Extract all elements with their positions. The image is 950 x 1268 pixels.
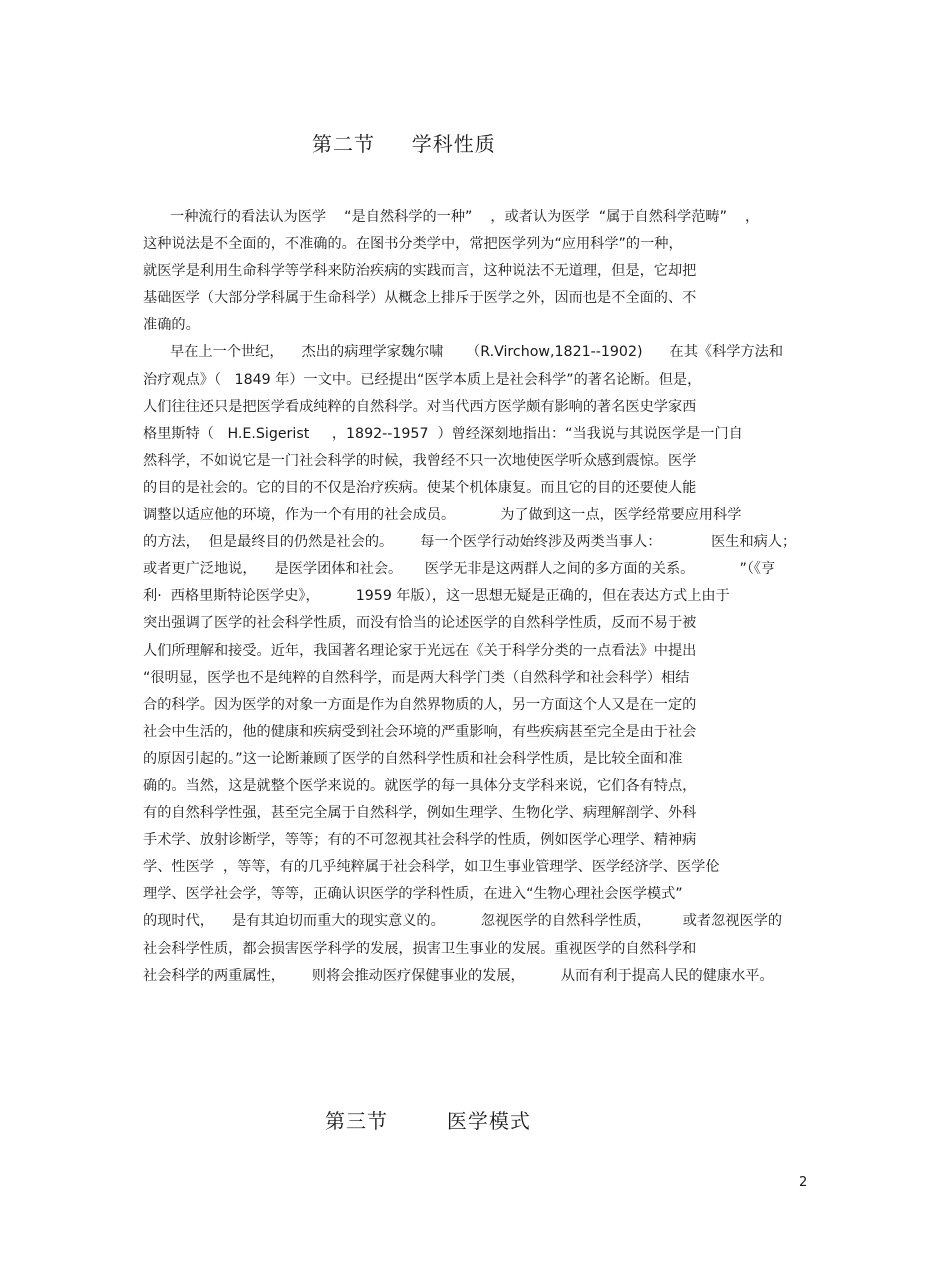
text-line: 学、性医学 ，等等，有的几乎纯粹属于社会科学，如卫生事业管理学、医学经济学、医学伦	[143, 859, 720, 876]
text-line: 基础医学（大部分学科属于生命科学）从概念上排斥于医学之外，因而也是不全面的、不	[143, 290, 697, 307]
page-number: 2	[799, 1175, 808, 1190]
text-line: 准确的。	[143, 317, 200, 334]
text-line: 突出强调了医学的社会科学性质，而没有恰当的论述医学的自然科学性质，反而不易于被	[143, 615, 697, 632]
text-line: 社会科学的两重属性， 则将会推动医疗保健事业的发展， 从而有利于提高人民的健康水平。	[143, 967, 774, 984]
text-line: 的现时代， 是有其迫切而重大的现实意义的。 忽视医学的自然科学性质， 或者忽视医学的	[143, 913, 783, 930]
section-title-xueke-xingzhi: 第二节 学科性质	[312, 132, 496, 156]
text-line: 利· 西格里斯特论医学史》， 1959 年版），这一思想无疑是正确的，但在表达方式上由于	[143, 588, 730, 605]
text-line: 的原因引起的。”这一论断兼顾了医学的自然科学性质和社会科学性质，是比较全面和准	[143, 750, 683, 767]
text-line: 早在上一个世纪， 杰出的病理学家魏尔啸 （R.Virchow,1821--1902) 在其《科学方法和	[143, 344, 784, 361]
text-line: 人们所理解和接受。近年，我国著名理论家于光远在《关于科学分类的一点看法》中提出	[143, 642, 697, 659]
text-line: 有的自然科学性强，甚至完全属于自然科学，例如生理学、生物化学、病理解剖学、外科	[143, 805, 697, 822]
text-line: “很明显，医学也不是纯粹的自然科学，而是两大科学门类（自然科学和社会科学）相结	[143, 669, 690, 686]
text-line: 确的。当然，这是就整个医学来说的。就医学的每一具体分支学科来说，它们各有特点，	[143, 777, 697, 794]
section-title-yixue-moshi: 第三节 医学模式	[325, 1109, 531, 1133]
body-text	[143, 204, 813, 990]
text-line: 就医学是利用生命科学等学科来防治疾病的实践而言，这种说法不无道理，但是，它却把	[143, 263, 697, 280]
text-line: 的目的是社会的。它的目的不仅是治疗疾病。使某个机体康复。而且它的目的还要使人能	[143, 479, 697, 496]
text-line: 治疗观点》（ 1849 年）一文中。已经提出“医学本质上是社会科学”的著名论断。但是，	[143, 371, 702, 388]
text-line: 理学、医学社会学，等等，正确认识医学的学科性质，在进入“生物心理社会医学模式”	[143, 886, 683, 903]
text-line: 社会科学性质，都会损害医学科学的发展，损害卫生事业的发展。重视医学的自然科学和	[143, 940, 697, 957]
text-line: 手术学、放射诊断学，等等；有的不可忽视其社会科学的性质，例如医学心理学、精神病	[143, 832, 697, 849]
text-line: 一种流行的看法认为医学 “是自然科学的一种” ，或者认为医学 “属于自然科学范畴” ，	[143, 209, 760, 225]
text-line: 然科学，不如说它是一门社会科学的时候，我曾经不只一次地使医学听众感到震惊。医学	[143, 452, 697, 469]
text-line: 格里斯特（ H.E.Sigerist ，1892--1957 ）曾经深刻地指出：“当我说与其说医学是一门自	[143, 425, 743, 442]
text-line: 人们往往还只是把医学看成纯粹的自然科学。对当代西方医学颇有影响的著名医史学家西	[143, 398, 697, 415]
text-line: 社会中生活的，他的健康和疾病受到社会环境的严重影响，有些疾病甚至完全是由于社会	[143, 723, 697, 740]
text-line: 调整以适应他的环境，作为一个有用的社会成员。 为了做到这一点，医学经常要应用科学	[143, 507, 742, 524]
text-line: 或者更广泛地说， 是医学团体和社会。 医学无非是这两群人之间的多方面的关系。 ”（《亨	[143, 561, 776, 578]
text-line: 这种说法是不全面的，不准确的。在图书分类学中，常把医学列为“应用科学”的一种，	[143, 236, 683, 253]
text-line: 的方法， 但是最终目的仍然是社会的。 每一个医学行动始终涉及两类当事人： 医生和病人；	[143, 534, 797, 551]
text-line: 合的科学。因为医学的对象一方面是作为自然界物质的人，另一方面这个人又是在一定的	[143, 696, 697, 713]
